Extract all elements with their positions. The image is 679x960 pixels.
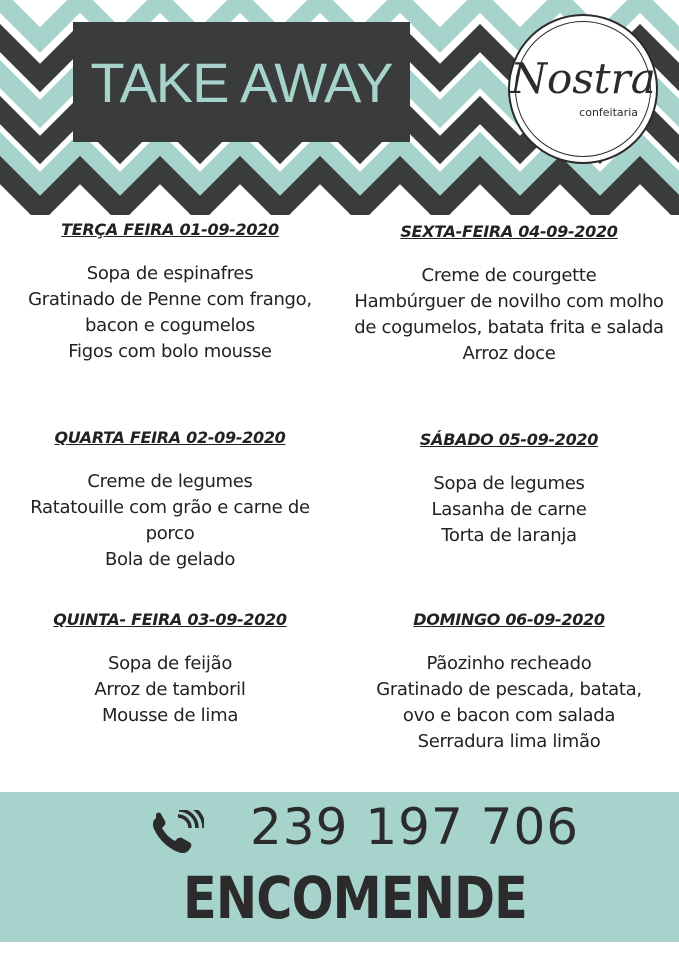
title-banner [73,22,410,142]
menu-item: Pãozinho recheado [426,653,592,674]
menu-item: Mousse de lima [101,705,239,726]
day-items [349,263,669,367]
day-heading: QUINTA- FEIRA 03-09-2020 [53,610,287,629]
menu-item: Bola de gelado [104,549,236,570]
day-heading: DOMINGO 06-09-2020 [413,610,605,629]
menu-day-saturday [349,430,669,549]
menu-day-tuesday [10,220,330,365]
logo-subtitle: confeitaria [579,106,638,119]
menu-item: ovo e bacon com salada [402,705,616,726]
footer-banner [0,792,679,942]
day-heading: TERÇA FEIRA 01-09-2020 [61,220,279,239]
day-heading: SEXTA-FEIRA 04-09-2020 [400,222,618,241]
day-items [349,471,669,549]
menu-day-friday [349,222,669,367]
day-heading: SÁBADO 05-09-2020 [419,430,599,449]
day-items [10,261,330,365]
logo-brand: Nostra [510,54,656,103]
menu-item: Serradura lima limão [417,731,601,752]
menu-item: Lasanha de carne [431,499,587,520]
day-items [10,651,330,729]
menu-item: bacon e cogumelos [85,315,255,336]
menu-item: Gratinado de pescada, batata, [376,679,642,700]
header [0,0,679,215]
day-items [10,469,330,573]
menu-day-wednesday [10,428,330,573]
menu-item: Ratatouille com grão e carne de [30,497,310,518]
menu-item: Arroz de tamboril [94,679,246,700]
menu-item: Creme de legumes [87,471,253,492]
phone-ringing-icon [150,810,204,856]
menu-item: Sopa de espinafres [86,263,254,284]
menu-item: porco [145,523,195,544]
nostra-logo [508,14,658,164]
menu-item: Arroz doce [462,343,556,364]
order-call-to-action: ENCOMENDE [183,864,527,932]
menu-item: Figos com bolo mousse [68,341,272,362]
menu-item: Torta de laranja [441,525,577,546]
menu-item: Gratinado de Penne com frango, [28,289,312,310]
menu-item: de cogumelos, batata frita e salada [354,317,664,338]
day-items [349,651,669,755]
menu-item: Sopa de legumes [433,473,585,494]
menu-item: Hambúrguer de novilho com molho [354,291,664,312]
menu-day-thursday [10,610,330,729]
menu-item: Sopa de feijão [107,653,233,674]
day-heading: QUARTA FEIRA 02-09-2020 [54,428,286,447]
menu-item: Creme de courgette [421,265,597,286]
page-title: TAKE AWAY [90,50,393,114]
menu-day-sunday [349,610,669,755]
phone-number: 239 197 706 [250,798,580,856]
